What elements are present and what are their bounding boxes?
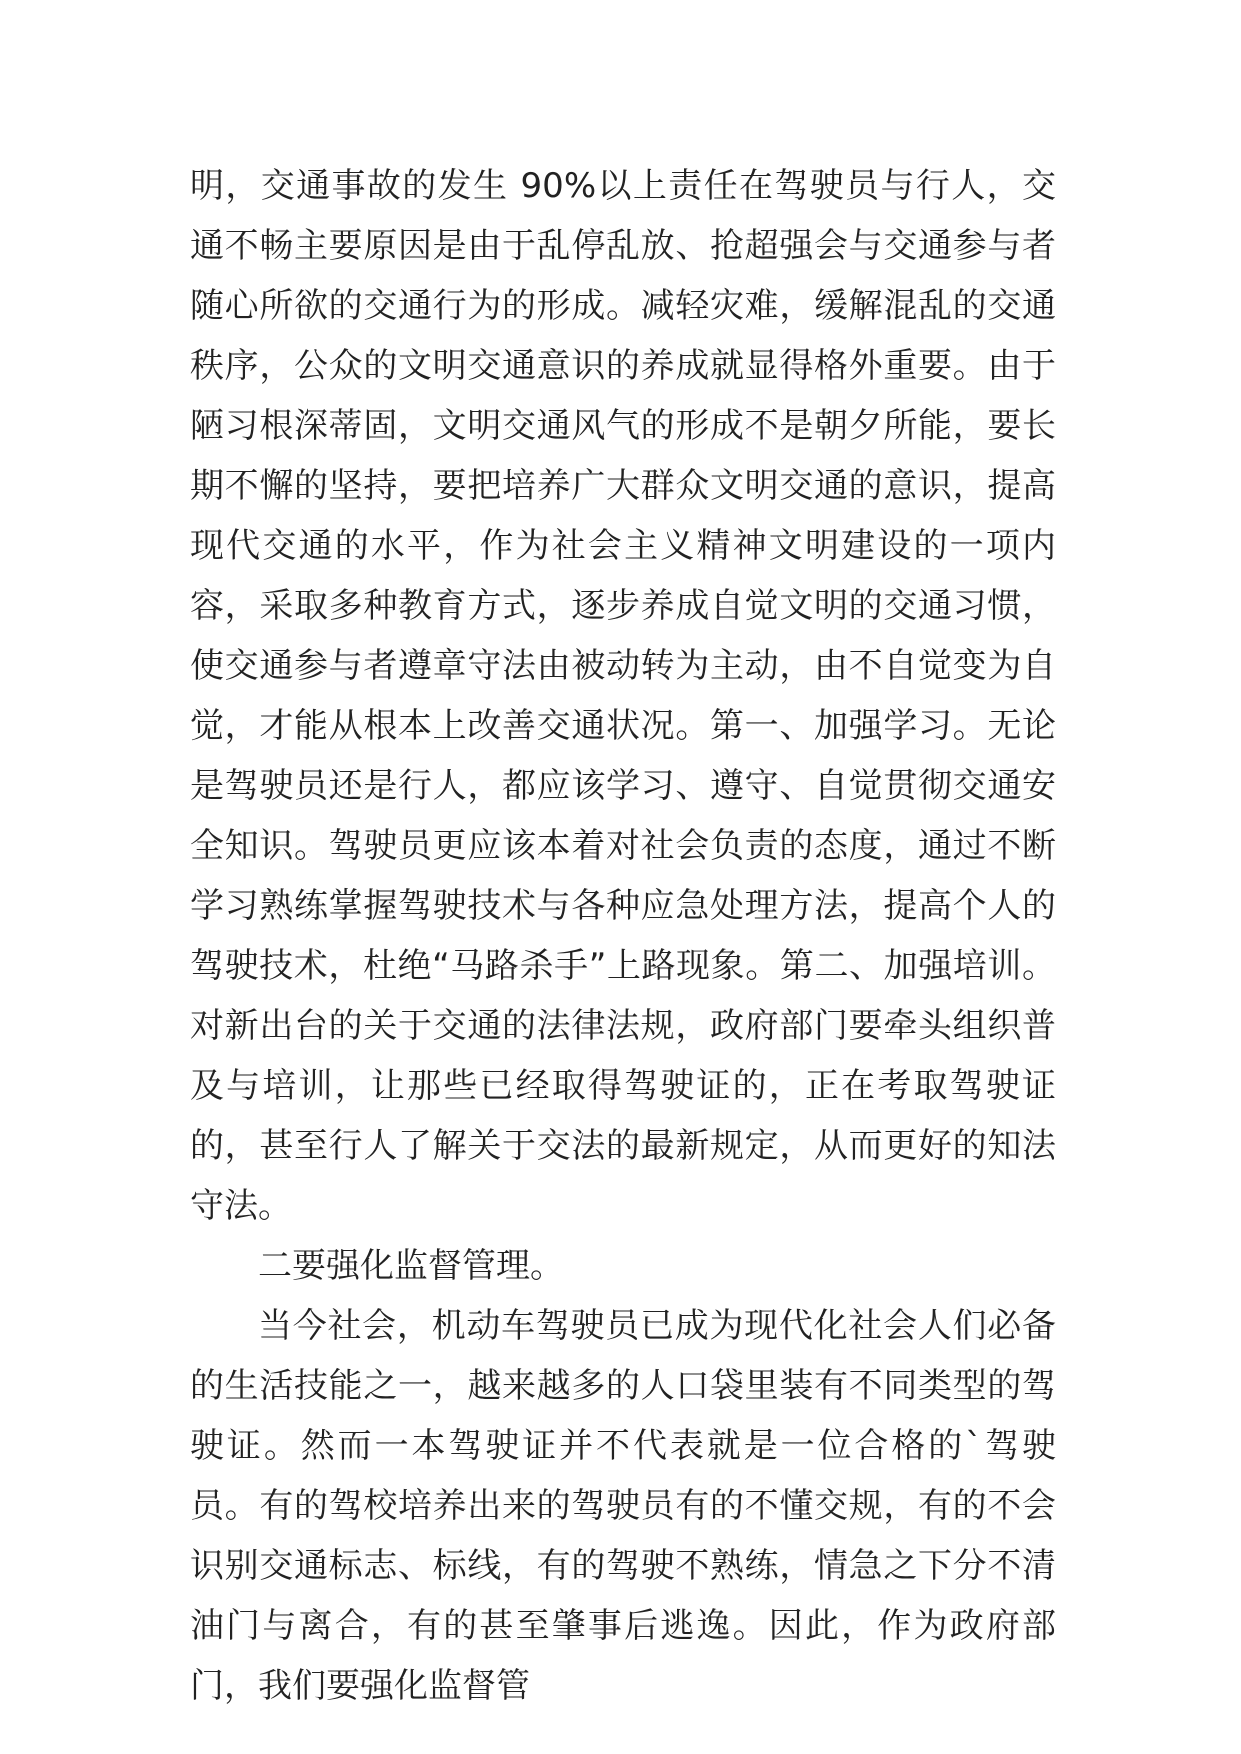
paragraph-continuation: 明，交通事故的发生 90%以上责任在驾驶员与行人，交通不畅主要原因是由于乱停乱放、抢超强会与交通参与者随心所欲的交通行为的形成。减轻灾难，缓解混乱的交通秩序，公众的文明交通意识的养成就显得格外重要。由于陋习根深蒂固，文明交通风气的形成不是朝夕所能，要长期不懈的坚持，要把培养广大群众文明交通的意识，提高现代交通的水平，作为社会主义精神文明建设的一项内容，采取多种教育方式，逐步养成自觉文明的交通习惯，使交通参与者遵章守法由被动转为主动，由不自觉变为自觉，才能从根本上改善交通状况。第一、加强学习。无论是驾驶员还是行人，都应该学习、遵守、自觉贯彻交通安全知识。驾驶员更应该本着对社会负责的态度，通过不断学习熟练掌握驾驶技术与各种应急处理方法，提高个人的驾驶技术，杜绝“马路杀手”上路现象。第二、加强培训。对新出台的关于交通的法律法规，政府部门要牵头组织普及与培训，让那些已经取得驾驶证的，正在考取驾驶证的，甚至行人了解关于交法的最新规定，从而更好的知法守法。 [190, 166, 1056, 1226]
paragraph-driver-licenses: 当今社会，机动车驾驶员已成为现代化社会人们必备的生活技能之一，越来越多的人口袋里装有不同类型的驾驶证。然而一本驾驶证并不代表就是一位合格的`驾驶员。有的驾校培养出来的驾驶员有的不懂交规，有的不会识别交通标志、标线，有的驾驶不熟练，情急之下分不清油门与离合，有的甚至肇事后逃逸。因此，作为政府部门，我们要强化监督管 [190, 1306, 1056, 1706]
paragraph-heading-supervision: 二要强化监督管理。 [258, 1246, 564, 1286]
body-text [190, 156, 1056, 1716]
